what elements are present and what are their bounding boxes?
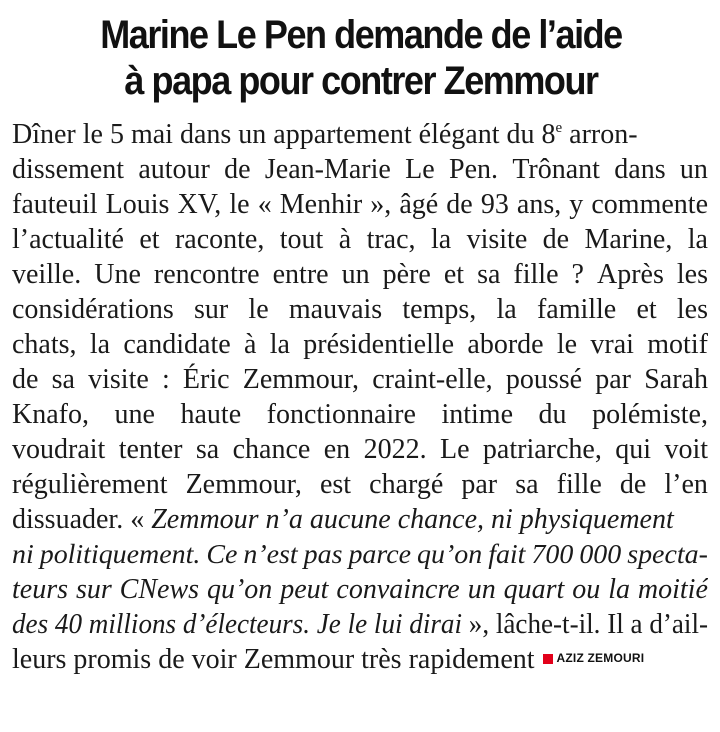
word: à	[338, 224, 352, 255]
body-line-16	[12, 642, 708, 677]
body-line-2	[12, 152, 708, 187]
word: père	[382, 259, 431, 290]
word: CNews	[119, 574, 200, 605]
body-line-1-text: Dîner le 5 mai dans un appartement élégant du 8	[12, 119, 556, 150]
body-line-6	[12, 292, 708, 327]
word: dans	[614, 154, 666, 185]
word: visite	[466, 224, 528, 255]
word: candidate	[123, 329, 231, 360]
word: raconte,	[174, 224, 265, 255]
author-name: AZIZ ZEMOURI	[556, 651, 645, 666]
word: moitié	[637, 574, 708, 605]
word: chance	[232, 434, 311, 465]
word: Zemmour,	[185, 469, 302, 500]
word: specta-	[627, 539, 708, 570]
word: 000	[579, 539, 622, 570]
body-line-11	[12, 467, 708, 502]
word: chargé	[369, 469, 444, 500]
word: XV,	[177, 189, 222, 220]
word: qu’on	[206, 574, 273, 605]
word: un	[679, 154, 708, 185]
word: Jean-Marie	[264, 154, 391, 185]
body-line-10	[12, 432, 708, 467]
word: pas	[303, 539, 343, 570]
word: Marine,	[584, 224, 673, 255]
word: Louis	[105, 189, 170, 220]
word: autour	[138, 154, 210, 185]
body-line-16-text: leurs promis de voir Zemmour très rapidement	[12, 644, 535, 675]
word: la	[496, 294, 517, 325]
word: aborde	[467, 329, 544, 360]
word: Sarah	[644, 364, 708, 395]
word: sur	[75, 574, 112, 605]
word: sur	[193, 294, 229, 325]
word: intime	[441, 399, 514, 430]
word: sa	[51, 364, 75, 395]
word: n’est	[243, 539, 298, 570]
word: âgé	[399, 189, 439, 220]
word: voudrait	[12, 434, 106, 465]
word: la	[687, 224, 708, 255]
word: un	[467, 574, 496, 605]
word: considérations	[12, 294, 174, 325]
word: présidentielle	[303, 329, 455, 360]
word: 2022.	[363, 434, 427, 465]
word: trac,	[366, 224, 416, 255]
body-line-9	[12, 397, 708, 432]
word: ans,	[516, 189, 562, 220]
word: haute	[180, 399, 242, 430]
word: Éric	[182, 364, 230, 395]
word: polémiste,	[592, 399, 708, 430]
body-line-3	[12, 187, 708, 222]
word: y	[569, 189, 584, 220]
word: la	[89, 329, 111, 360]
word: ?	[571, 259, 584, 290]
word: ni	[12, 539, 34, 570]
body-line-4	[12, 222, 708, 257]
word: de	[446, 189, 473, 220]
word: de	[619, 469, 647, 500]
word: teurs	[12, 574, 68, 605]
word: Menhir	[279, 189, 363, 220]
word: sa	[477, 259, 501, 290]
word: le	[248, 294, 269, 325]
word: parce	[348, 539, 412, 570]
word: qu’on	[417, 539, 483, 570]
word: craint-elle,	[372, 364, 493, 395]
word: le	[229, 189, 250, 220]
author-signature	[543, 642, 645, 676]
word: veille.	[12, 259, 82, 290]
word: poussé	[505, 364, 583, 395]
body-line-12-text: dissuader. «	[12, 504, 152, 535]
article-headline	[47, 0, 675, 104]
word: »,	[370, 189, 392, 220]
word: fille	[513, 259, 559, 290]
word: politiquement.	[39, 539, 201, 570]
word: famille	[536, 294, 617, 325]
word: 700	[531, 539, 574, 570]
headline-line-1: Marine Le Pen demande de l’aide	[100, 13, 622, 57]
word: par	[595, 364, 632, 395]
ordinal-superscript: e	[555, 120, 563, 136]
word: sa	[515, 469, 539, 500]
body-line-15-text: », lâche-t-il. Il a d’ail-	[461, 609, 708, 640]
word: fille	[556, 469, 602, 500]
word: et	[636, 294, 657, 325]
article-body	[12, 117, 708, 677]
quote-end: des 40 millions d’électeurs. Je le lui dirai	[12, 609, 462, 640]
word: Trônant	[512, 154, 600, 185]
word: Pen.	[449, 154, 498, 185]
word: tenter	[118, 434, 183, 465]
word: mauvais	[288, 294, 383, 325]
word: à	[243, 329, 257, 360]
word: de	[12, 364, 39, 395]
word: de	[224, 154, 251, 185]
word: fonctionnaire	[266, 399, 416, 430]
word: les	[676, 259, 708, 290]
word: et	[139, 224, 160, 255]
body-line-1-end: arron-	[562, 119, 638, 150]
red-square-icon	[543, 654, 553, 664]
headline-line-2: à papa pour contrer Zemmour	[124, 59, 598, 103]
body-line-15	[12, 607, 708, 642]
word: un	[341, 259, 370, 290]
word: par	[461, 469, 498, 500]
word: sa	[195, 434, 220, 465]
word: motif	[647, 329, 708, 360]
word: fait	[488, 539, 526, 570]
word: entre	[272, 259, 329, 290]
body-line-8	[12, 362, 708, 397]
word: convaincre	[336, 574, 460, 605]
word: peut	[280, 574, 329, 605]
word: l’en	[664, 469, 708, 500]
quote-start: Zemmour n’a aucune chance, ni physiquement	[151, 504, 674, 535]
word: l’actualité	[12, 224, 124, 255]
word: chats,	[12, 329, 77, 360]
word: qui	[615, 434, 652, 465]
word: le	[556, 329, 578, 360]
word: visite	[88, 364, 149, 395]
word: ou	[572, 574, 601, 605]
word: de	[542, 224, 570, 255]
word: :	[161, 364, 170, 395]
word: la	[608, 574, 630, 605]
word: et	[443, 259, 465, 290]
word: les	[676, 294, 708, 325]
word: une	[114, 399, 155, 430]
word: en	[323, 434, 351, 465]
word: Après	[596, 259, 664, 290]
word: tout	[279, 224, 324, 255]
body-line-12	[12, 502, 708, 537]
word: Le	[405, 154, 435, 185]
word: Zemmour,	[242, 364, 360, 395]
word: Knafo,	[12, 399, 89, 430]
word: temps,	[402, 294, 477, 325]
word: voit	[664, 434, 708, 465]
word: vrai	[590, 329, 634, 360]
word: patriarche,	[482, 434, 602, 465]
word: rencontre	[153, 259, 260, 290]
word: Ce	[206, 539, 238, 570]
word: régulièrement	[12, 469, 168, 500]
word: commente	[591, 189, 708, 220]
word: du	[538, 399, 567, 430]
word: la	[430, 224, 452, 255]
word: dissement	[12, 154, 124, 185]
body-line-7	[12, 327, 708, 362]
word: fauteuil	[12, 189, 98, 220]
word: Une	[94, 259, 141, 290]
body-line-5	[12, 257, 708, 292]
word: est	[319, 469, 352, 500]
body-line-1	[12, 117, 708, 152]
body-line-13	[12, 537, 708, 572]
word: quart	[503, 574, 565, 605]
word: «	[257, 189, 272, 220]
word: 93	[480, 189, 509, 220]
word: Le	[439, 434, 470, 465]
body-line-14	[12, 572, 708, 607]
word: la	[269, 329, 290, 360]
